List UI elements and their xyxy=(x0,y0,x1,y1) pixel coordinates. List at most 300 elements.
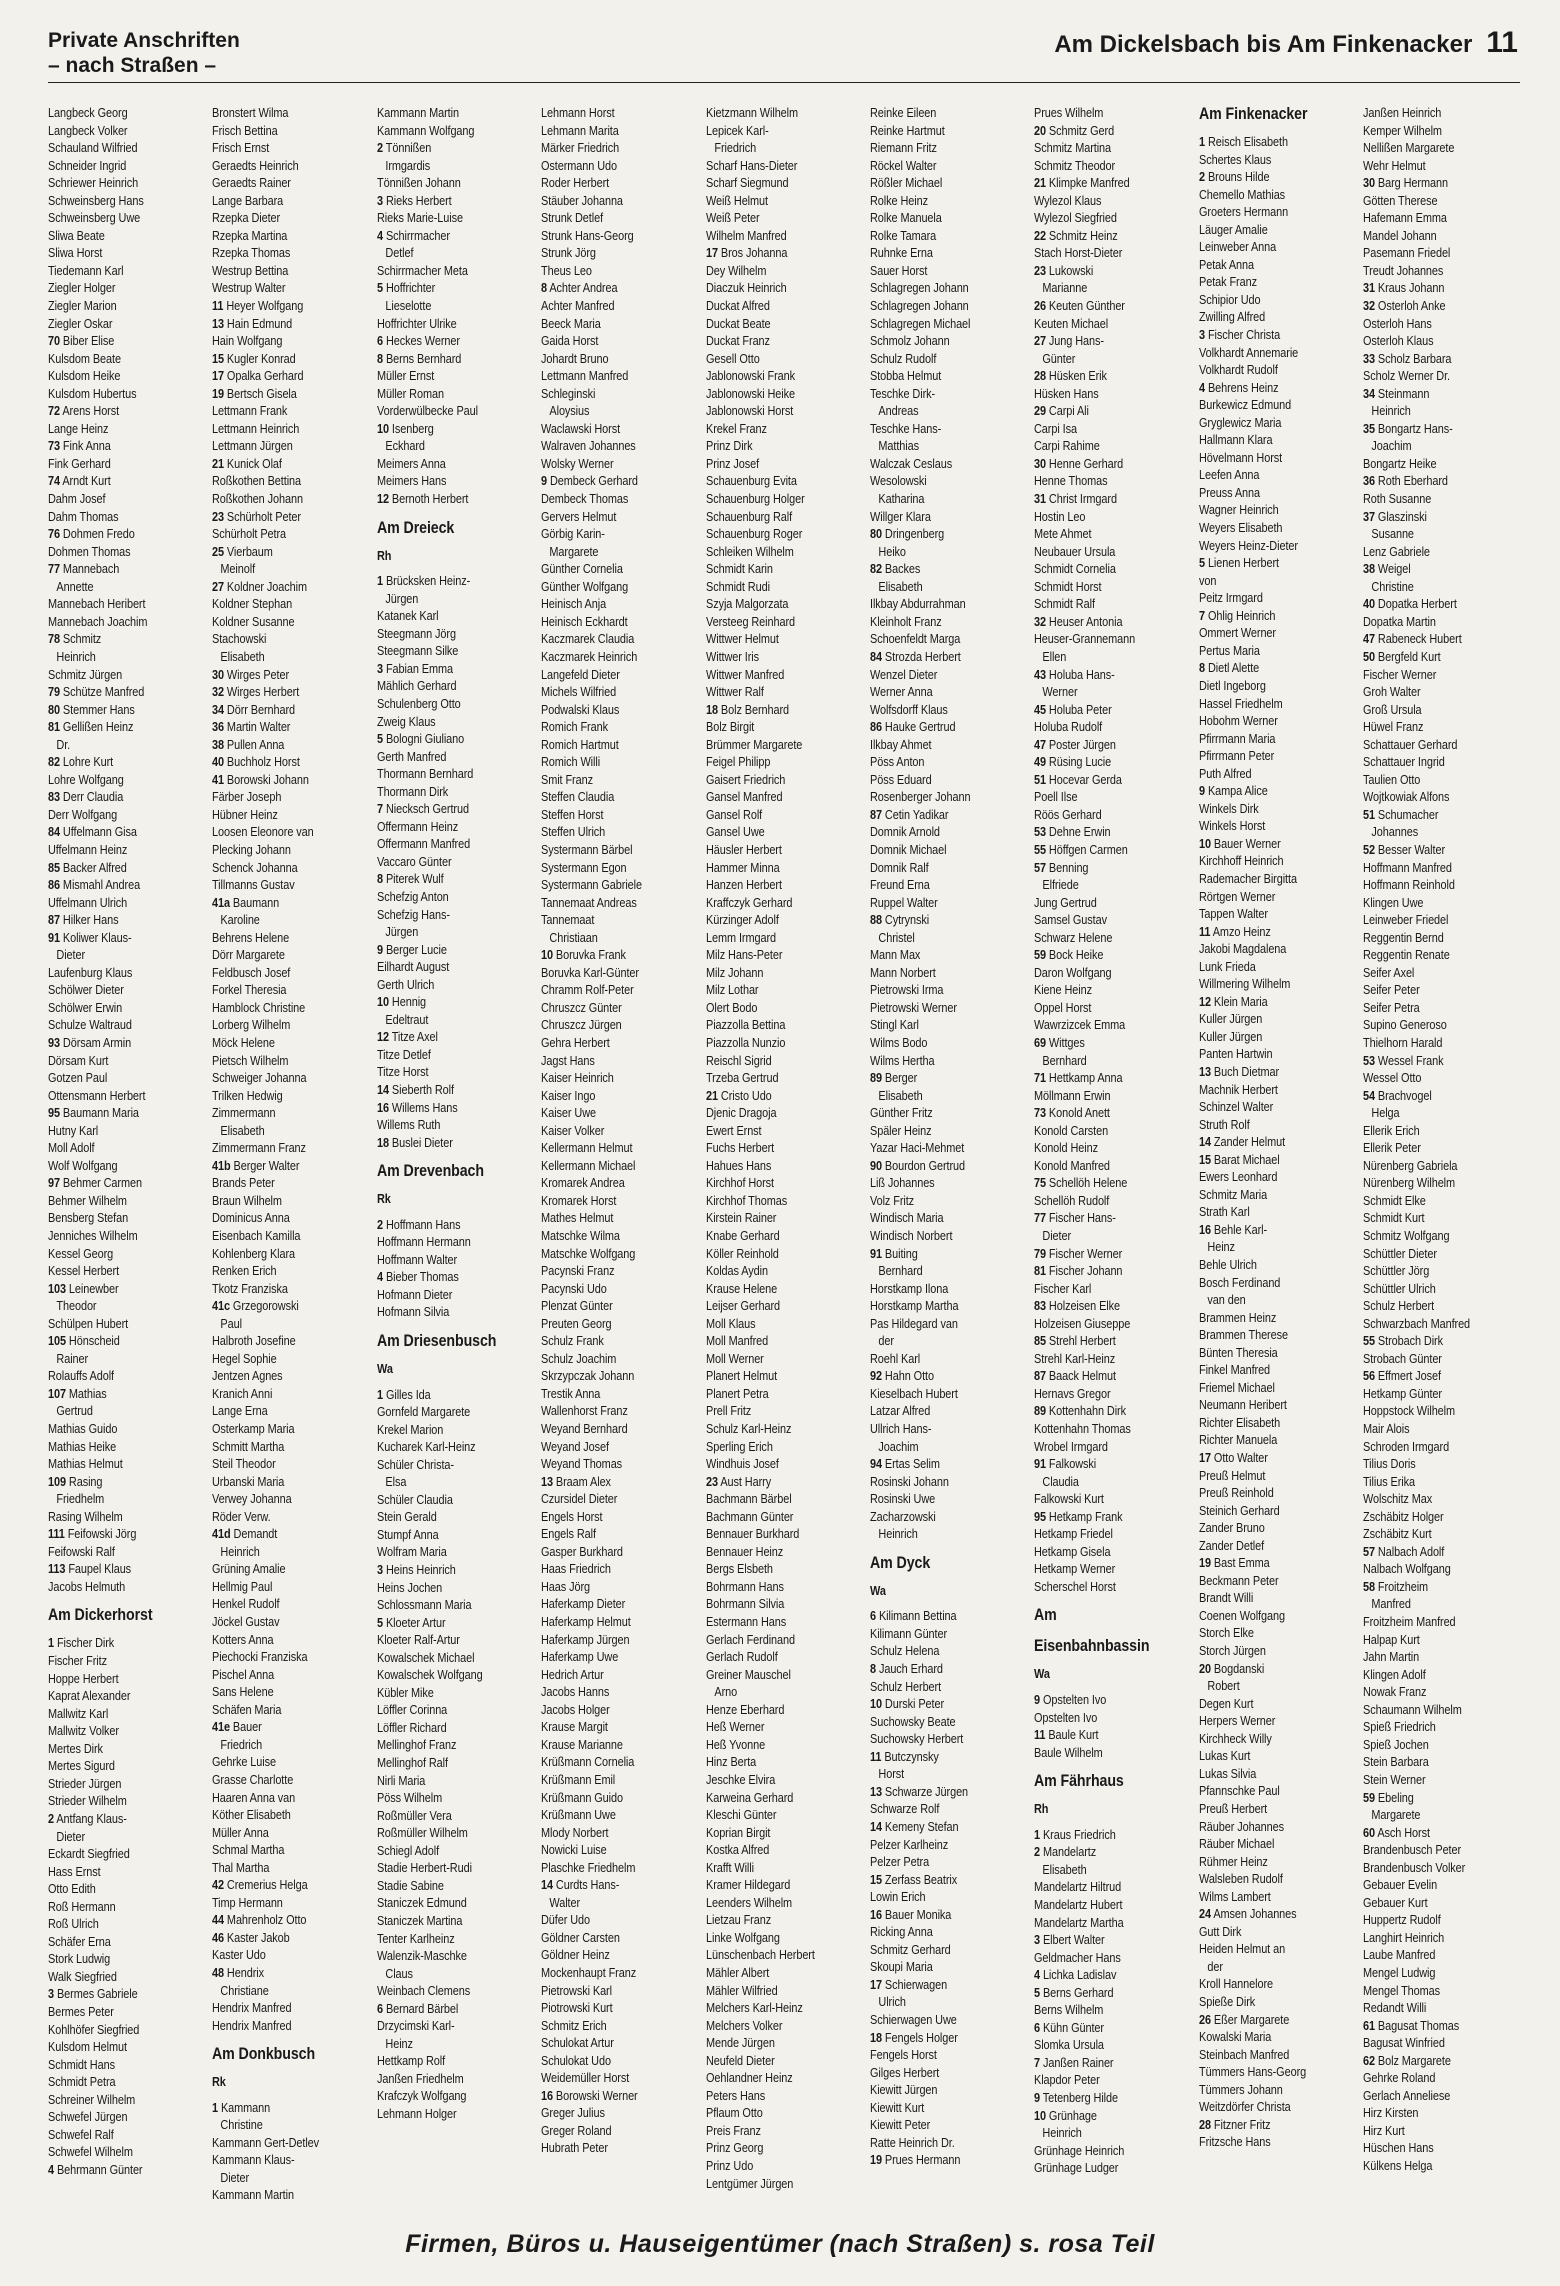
resident-entry: Haas Friedrich xyxy=(541,1561,612,1577)
resident-entry: Timp Hermann xyxy=(212,1894,284,1910)
resident-entry: Holzeisen Giuseppe xyxy=(1034,1315,1131,1331)
house-entry: 91 Buiting xyxy=(869,1245,918,1261)
resident-entry: Bagusat Winfried xyxy=(1363,2035,1445,2051)
house-number: 1 xyxy=(48,1635,54,1651)
resident-entry: Stein Gerald xyxy=(376,1509,437,1525)
house-entry: 1 Fischer Dirk xyxy=(48,1635,115,1651)
house-entry: 59 Bock Heike xyxy=(1034,947,1104,963)
house-entry: 41d Demandt xyxy=(212,1526,278,1542)
resident-entry-continued: Annette xyxy=(56,578,94,594)
house-entry: 9 Dembeck Gerhard xyxy=(541,473,639,489)
resident-entry-continued: Dieter xyxy=(56,947,86,963)
house-entry: 85 Strehl Herbert xyxy=(1034,1333,1117,1349)
resident-entry: Rzepka Dieter xyxy=(212,210,281,226)
district-code: Rk xyxy=(212,2074,227,2090)
resident-entry-continued: Heinrich xyxy=(1371,403,1411,419)
resident-entry: Rühmer Heinz xyxy=(1198,1853,1268,1869)
resident-entry: Schulz Frank xyxy=(541,1333,604,1349)
resident-entry: Johardt Bruno xyxy=(541,350,609,366)
resident-entry: Hirz Kirsten xyxy=(1363,2105,1419,2121)
house-number: 93 xyxy=(48,1034,60,1050)
resident-entry: Volkhardt Rudolf xyxy=(1198,362,1278,378)
resident-entry: Lange Barbara xyxy=(212,192,284,208)
resident-entry: Stachowski xyxy=(212,631,267,647)
house-entry: 12 Bernoth Herbert xyxy=(376,491,469,507)
resident-entry: Hutny Karl xyxy=(48,1122,99,1138)
resident-entry: Osterkamp Maria xyxy=(212,1421,295,1437)
resident-entry-continued: Arno xyxy=(713,1684,737,1700)
resident-entry: Gervers Helmut xyxy=(541,508,617,524)
resident-entry: Schulokat Artur xyxy=(541,2035,614,2051)
resident-entry: Günther Cornelia xyxy=(541,561,623,577)
resident-entry: Braun Wilhelm xyxy=(212,1192,283,1208)
resident-entry: Jagst Hans xyxy=(541,1052,595,1068)
resident-entry-continued: Heinrich xyxy=(56,648,96,664)
resident-entry: Henne Thomas xyxy=(1034,473,1108,489)
resident-entry: Wittwer Ralf xyxy=(705,684,764,700)
resident-entry: Rolauffs Adolf xyxy=(48,1368,115,1384)
resident-entry: Urbanski Maria xyxy=(212,1473,285,1489)
resident-entry: Schauenburg Holger xyxy=(705,491,805,507)
resident-entry: Schneider Ingrid xyxy=(48,157,127,173)
resident-entry: Hostin Leo xyxy=(1034,508,1086,524)
resident-entry: Kemper Wilhelm xyxy=(1363,122,1443,138)
resident-entry: Huppertz Rudolf xyxy=(1363,1912,1441,1928)
house-entry: 11 Heyer Wolfgang xyxy=(212,298,304,314)
house-number: 5 xyxy=(1198,555,1205,571)
directory-columns xyxy=(48,104,1528,2204)
resident-entry: Chramm Rolf-Peter xyxy=(541,982,634,998)
resident-entry: Kaczmarek Heinrich xyxy=(541,648,638,664)
resident-entry: Nürenberg Gabriela xyxy=(1363,1157,1458,1173)
house-entry: 92 Hahn Otto xyxy=(869,1368,934,1384)
resident-entry: Schauenburg Roger xyxy=(705,526,802,542)
resident-entry: Reinke Eileen xyxy=(869,105,937,120)
house-entry: 33 Scholz Barbara xyxy=(1363,350,1452,366)
resident-entry: Krause Marianne xyxy=(541,1736,624,1752)
house-number: 79 xyxy=(48,684,60,700)
house-number: 47 xyxy=(1363,631,1376,647)
house-entry: 80 Dringenberg xyxy=(869,526,945,542)
resident-entry-continued: Heinz xyxy=(385,2035,413,2051)
house-number: 87 xyxy=(1034,1368,1047,1384)
resident-entry: Rademacher Birgitta xyxy=(1198,870,1297,886)
house-number: 4 xyxy=(376,227,383,243)
house-number: 2 xyxy=(1198,169,1205,185)
resident-entry: Bolz Birgit xyxy=(705,719,754,735)
resident-entry: Greiner Mauschel xyxy=(705,1666,791,1682)
resident-entry: Richter Manuela xyxy=(1198,1432,1277,1448)
resident-entry: Feifowski Ralf xyxy=(48,1543,115,1559)
house-entry: 56 Effmert Josef xyxy=(1363,1368,1442,1384)
resident-entry: Lietzau Franz xyxy=(705,1912,771,1928)
directory-column xyxy=(1034,104,1198,2204)
resident-entry: Wenzel Dieter xyxy=(869,666,938,682)
house-number: 9 xyxy=(1034,2089,1041,2105)
resident-entry: Knabe Gerhard xyxy=(705,1228,780,1243)
house-entry: 43 Holuba Hans- xyxy=(1034,666,1116,682)
house-entry: 82 Backes xyxy=(869,561,921,577)
house-number: 2 xyxy=(1034,1844,1041,1860)
resident-entry: Lunk Frieda xyxy=(1198,958,1256,974)
house-number: 83 xyxy=(48,789,60,805)
resident-entry: Grünhage Heinrich xyxy=(1034,2142,1125,2158)
resident-entry: Ommert Werner xyxy=(1198,625,1276,641)
resident-entry: Preuß Herbert xyxy=(1198,1800,1267,1816)
resident-entry: Neumann Heribert xyxy=(1198,1397,1287,1413)
resident-entry: Schmidt Ralf xyxy=(1034,596,1096,612)
resident-entry: Ilkbay Abdurrahman xyxy=(869,596,966,612)
resident-entry: Jakobi Magdalena xyxy=(1198,941,1287,957)
resident-entry: Düfer Udo xyxy=(541,1912,591,1928)
resident-entry: Sliwa Horst xyxy=(48,245,103,261)
resident-entry: Kaprat Alexander xyxy=(48,1688,131,1704)
resident-entry: Staniczek Martina xyxy=(376,1912,463,1928)
house-number: 73 xyxy=(48,438,60,454)
resident-entry: Günther Fritz xyxy=(869,1105,933,1121)
house-number: 6 xyxy=(1034,2019,1041,2035)
resident-entry: Lange Erna xyxy=(212,1403,269,1419)
resident-entry: Halpap Kurt xyxy=(1363,1631,1420,1647)
resident-entry: Stäuber Johanna xyxy=(541,192,624,208)
house-entry: 13 Hain Edmund xyxy=(212,315,293,331)
resident-entry: Gehrke Luise xyxy=(212,1754,277,1770)
resident-entry: Weiß Helmut xyxy=(705,192,768,208)
house-entry: 1 Kraus Friedrich xyxy=(1034,1826,1117,1842)
house-entry: 14 Kemeny Stefan xyxy=(869,1818,959,1834)
resident-entry: Schäfen Maria xyxy=(212,1701,282,1717)
resident-entry: Chruszcz Günter xyxy=(541,999,622,1015)
house-number: 9 xyxy=(1198,783,1205,799)
resident-entry: Schroden Irmgard xyxy=(1363,1438,1450,1454)
house-entry: 97 Behmer Carmen xyxy=(48,1175,142,1191)
house-entry: 38 Weigel xyxy=(1363,561,1411,577)
resident-entry: Kulsdom Helmut xyxy=(48,2039,127,2055)
resident-entry: Kammann Martin xyxy=(212,2187,295,2203)
resident-entry: Tümmers Hans-Georg xyxy=(1198,2064,1306,2080)
resident-entry: Romich Frank xyxy=(541,719,609,735)
resident-entry: Weyand Josef xyxy=(541,1438,610,1454)
resident-entry: Wojtkowiak Alfons xyxy=(1363,789,1450,805)
resident-entry: Kramer Hildegard xyxy=(705,1877,790,1893)
resident-entry: Zwilling Alfred xyxy=(1198,309,1265,325)
house-number: 11 xyxy=(1198,923,1211,939)
resident-entry: Spieße Dirk xyxy=(1198,1993,1255,2009)
house-entry: 69 Wittges xyxy=(1034,1034,1086,1050)
resident-entry: Schattauer Gerhard xyxy=(1363,736,1458,752)
resident-entry: Rasing Wilhelm xyxy=(48,1508,123,1524)
house-number: 6 xyxy=(376,333,383,349)
house-entry: 3 Fabian Emma xyxy=(376,660,453,676)
resident-entry: Wagner Heinrich xyxy=(1198,502,1279,518)
resident-entry: Krekel Franz xyxy=(705,420,767,436)
resident-entry: Vorderwülbecke Paul xyxy=(376,403,478,419)
resident-entry: Külkens Helga xyxy=(1363,2157,1433,2173)
house-entry: 4 Behrens Heinz xyxy=(1198,379,1279,395)
house-number: 12 xyxy=(376,1029,389,1045)
resident-entry: Kottenhahn Thomas xyxy=(1034,1421,1132,1437)
resident-entry: Tenter Karlheinz xyxy=(376,1930,455,1946)
house-entry: 84 Strozda Herbert xyxy=(869,648,961,664)
house-number: 28 xyxy=(1198,2116,1211,2132)
resident-entry: Moll Werner xyxy=(705,1350,764,1366)
house-entry: 1 Kammann xyxy=(212,2099,271,2115)
house-number: 13 xyxy=(869,1783,882,1799)
resident-entry-continued: Margarete xyxy=(1371,1807,1421,1823)
house-number: 87 xyxy=(869,806,882,822)
resident-entry: Osterloh Klaus xyxy=(1363,333,1434,349)
resident-entry: Piotrowski Kurt xyxy=(541,2000,613,2016)
resident-entry: Walczak Ceslaus xyxy=(869,455,953,471)
house-number: 7 xyxy=(376,801,383,817)
resident-entry: Planert Helmut xyxy=(705,1368,777,1384)
resident-entry: Kowalski Maria xyxy=(1198,2029,1271,2045)
house-number: 19 xyxy=(212,385,225,401)
house-number: 4 xyxy=(48,2161,54,2177)
house-number: 1 xyxy=(212,2099,219,2115)
house-number: 32 xyxy=(1034,613,1047,629)
resident-entry: Konold Manfred xyxy=(1034,1157,1111,1173)
resident-entry-continued: Christine xyxy=(1371,578,1414,594)
resident-entry: Lowin Erich xyxy=(869,1889,926,1905)
resident-entry: Pelzer Petra xyxy=(869,1854,930,1870)
resident-entry: Leenders Wilhelm xyxy=(705,1894,792,1910)
house-entry: 75 Schellöh Helene xyxy=(1034,1175,1128,1191)
resident-entry-continued: Matthias xyxy=(878,438,919,454)
resident-entry-continued: Irmgardis xyxy=(385,157,430,173)
resident-entry: Titze Detlef xyxy=(376,1046,431,1062)
house-entry: 74 Arndt Kurt xyxy=(48,473,111,489)
house-entry: 11 Butczynsky xyxy=(869,1748,939,1764)
house-number: 28 xyxy=(1034,368,1047,384)
house-number: 49 xyxy=(1034,754,1047,770)
footer-note: Firmen, Büros u. Hauseigentümer (nach Straßen) s. rosa Teil xyxy=(405,2230,1155,2258)
house-entry: 23 Schürholt Peter xyxy=(212,508,302,524)
resident-entry: Taulien Otto xyxy=(1363,771,1421,787)
resident-entry: Schreiner Wilhelm xyxy=(48,2091,136,2107)
house-number: 23 xyxy=(705,1473,718,1489)
resident-entry: Pertus Maria xyxy=(1198,642,1260,658)
resident-entry: Schauland Wilfried xyxy=(48,140,138,156)
resident-entry: Thormann Bernhard xyxy=(376,766,474,782)
resident-entry: Günther Wolfgang xyxy=(541,578,629,594)
house-entry: 9 Tetenberg Hilde xyxy=(1034,2089,1119,2105)
resident-entry: Jung Gertrud xyxy=(1034,894,1098,910)
house-entry: 5 Berns Gerhard xyxy=(1034,1984,1114,2000)
resident-entry: Pietrowski Werner xyxy=(869,999,957,1015)
resident-entry: Langbeck Volker xyxy=(48,122,128,138)
resident-entry: Versteeg Reinhard xyxy=(705,613,795,629)
resident-entry: Spieß Jochen xyxy=(1363,1736,1429,1752)
house-entry: 76 Dohmen Fredo xyxy=(48,526,135,542)
house-number: 60 xyxy=(1363,1824,1376,1840)
resident-entry: Frisch Ernst xyxy=(212,140,270,156)
resident-entry: Schlagregen Johann xyxy=(869,298,969,314)
house-number: 53 xyxy=(1034,824,1047,840)
resident-entry: Lukas Silvia xyxy=(1198,1765,1256,1781)
resident-entry: Roßmüller Wilhelm xyxy=(376,1825,468,1841)
page-number: 11 xyxy=(1486,26,1518,59)
resident-entry: Oehlandner Heinz xyxy=(705,2070,793,2086)
section-label-line1: Private Anschriften xyxy=(48,29,240,52)
house-entry: 8 Berns Bernhard xyxy=(376,350,462,366)
house-number: 55 xyxy=(1363,1333,1376,1349)
resident-entry: Petak Franz xyxy=(1198,274,1257,290)
resident-entry: Schierwagen Uwe xyxy=(869,2011,957,2027)
resident-entry: Mlody Norbert xyxy=(541,1824,609,1840)
resident-entry: Duckat Beate xyxy=(705,315,771,331)
resident-entry: Kammann Wolfgang xyxy=(376,122,475,138)
resident-entry: Wilhelm Manfred xyxy=(705,227,787,243)
house-entry: 7 Janßen Rainer xyxy=(1034,2054,1114,2070)
house-number: 84 xyxy=(869,648,882,664)
resident-entry: Kohlhöfer Siegfried xyxy=(48,2021,140,2037)
resident-entry: Osterloh Hans xyxy=(1363,315,1432,331)
resident-entry: Mähler Wilfried xyxy=(705,1982,778,1998)
resident-entry: Dey Wilhelm xyxy=(705,262,766,278)
house-entry: 95 Hetkamp Frank xyxy=(1034,1508,1123,1524)
resident-entry: Krüßmann Uwe xyxy=(541,1807,617,1823)
section-label xyxy=(48,28,240,78)
resident-entry: Duckat Alfred xyxy=(705,298,770,314)
resident-entry: Tannemaat xyxy=(541,912,595,928)
resident-entry-continued: Christiane xyxy=(220,1982,270,1998)
resident-entry: Grünhage Ludger xyxy=(1034,2160,1119,2176)
house-entry: 55 Strobach Dirk xyxy=(1363,1333,1444,1349)
resident-entry: Schulze Waltraud xyxy=(48,1017,132,1033)
house-entry: 34 Steinmann xyxy=(1363,385,1430,401)
resident-entry: Kiewitt Peter xyxy=(869,2117,931,2133)
house-entry: 30 Wirges Peter xyxy=(212,666,290,682)
resident-entry-continued: der xyxy=(1207,1958,1223,1974)
resident-entry: Steffen Ulrich xyxy=(541,824,606,840)
house-number: 31 xyxy=(1034,491,1047,507)
house-entry: 58 Froitzheim xyxy=(1363,1578,1429,1594)
resident-entry-continued: Friedrich xyxy=(220,1736,263,1752)
resident-entry: Suchowsky Beate xyxy=(869,1713,956,1729)
resident-entry: Boruvka Karl-Günter xyxy=(541,964,640,980)
resident-entry: Hanzen Herbert xyxy=(705,877,782,893)
resident-entry: Janßen Heinrich xyxy=(1363,105,1442,120)
resident-entry-continued: Joachim xyxy=(1371,438,1412,454)
house-number: 2 xyxy=(376,140,383,156)
resident-entry: Hübner Heinz xyxy=(212,806,279,822)
resident-entry: Janßen Friedhelm xyxy=(376,2070,464,2086)
resident-entry: Greger Julius xyxy=(541,2105,606,2121)
resident-entry: Carpi Isa xyxy=(1034,420,1078,436)
house-number: 95 xyxy=(48,1105,60,1121)
resident-entry: Rieks Marie-Luise xyxy=(376,210,463,226)
resident-entry: Schürholt Petra xyxy=(212,526,287,542)
resident-entry: Gryglewicz Maria xyxy=(1198,414,1282,430)
house-entry: 105 Hönscheid xyxy=(48,1333,120,1349)
house-entry: 41 Borowski Johann xyxy=(212,771,310,787)
resident-entry: Kessel Georg xyxy=(48,1245,114,1261)
resident-entry: Ottensmann Herbert xyxy=(48,1087,146,1103)
resident-entry: Schmitz Theodor xyxy=(1034,157,1116,173)
resident-entry: Schmitz Maria xyxy=(1198,1186,1267,1202)
house-number: 22 xyxy=(1034,227,1047,243)
house-entry: 13 Schwarze Jürgen xyxy=(869,1783,968,1799)
house-entry: 60 Asch Horst xyxy=(1363,1824,1431,1840)
resident-entry-continued: Heinz xyxy=(1207,1239,1235,1255)
resident-entry: Schulokat Udo xyxy=(541,2052,612,2068)
resident-entry: Yazar Haci-Mehmet xyxy=(869,1140,965,1156)
resident-entry: Prell Fritz xyxy=(705,1403,751,1419)
resident-entry: Michels Wilfried xyxy=(541,684,617,700)
district-code: Rh xyxy=(1034,1801,1049,1817)
resident-entry-continued: Christiaan xyxy=(549,929,598,945)
house-entry: 1 Gilles Ida xyxy=(376,1386,431,1402)
directory-column xyxy=(870,104,1034,2204)
house-number: 25 xyxy=(212,543,225,559)
house-number: 10 xyxy=(869,1696,882,1712)
resident-entry: Geraedts Rainer xyxy=(212,175,292,191)
resident-entry: Preuten Georg xyxy=(541,1315,612,1331)
resident-entry: Brammen Heinz xyxy=(1198,1309,1276,1325)
resident-entry: Wawrzizcek Emma xyxy=(1034,1017,1126,1033)
house-number: 51 xyxy=(1363,806,1376,822)
resident-entry: Dembeck Thomas xyxy=(541,491,629,507)
resident-entry: Schmitz Wolfgang xyxy=(1363,1228,1450,1243)
resident-entry: Peitz Irmgard xyxy=(1198,590,1263,606)
house-entry: 20 Schmitz Gerd xyxy=(1034,122,1115,138)
house-number: 11 xyxy=(212,298,224,314)
house-entry: 109 Rasing xyxy=(48,1473,103,1489)
house-number: 52 xyxy=(1363,841,1376,857)
resident-entry: Haas Jörg xyxy=(541,1578,591,1594)
house-number: 6 xyxy=(376,2000,383,2016)
resident-entry: Poell Ilse xyxy=(1034,789,1078,805)
resident-entry: Brümmer Margarete xyxy=(705,736,802,752)
resident-entry: Hetkamp Günter xyxy=(1363,1385,1443,1401)
resident-entry: Lettmann Frank xyxy=(212,403,288,419)
resident-entry: Karweina Gerhard xyxy=(705,1789,793,1805)
house-entry: 28 Hüsken Erik xyxy=(1034,368,1108,384)
resident-entry: Hass Ernst xyxy=(48,1863,101,1879)
house-entry: 88 Cytrynski xyxy=(869,912,930,928)
resident-entry: Konold Heinz xyxy=(1034,1140,1099,1156)
resident-entry: Redandt Willi xyxy=(1363,2000,1427,2016)
house-entry: 18 Fengels Holger xyxy=(869,2029,958,2045)
resident-entry: Trilken Hedwig xyxy=(212,1087,284,1103)
resident-entry: Kaczmarek Claudia xyxy=(541,631,635,647)
resident-entry: Piazzolla Nunzio xyxy=(705,1034,785,1050)
resident-entry: Schleiken Wilhelm xyxy=(705,543,794,559)
house-number: 8 xyxy=(376,871,383,887)
house-entry: 32 Osterloh Anke xyxy=(1363,298,1446,314)
resident-entry: Domnik Michael xyxy=(869,841,947,857)
resident-entry-continued: Meinolf xyxy=(220,561,256,577)
house-number: 53 xyxy=(1363,1052,1376,1068)
resident-entry: Bennauer Burkhard xyxy=(705,1526,799,1542)
house-entry: 87 Hilker Hans xyxy=(48,912,119,928)
house-number: 24 xyxy=(1198,1906,1211,1922)
house-number: 21 xyxy=(705,1087,718,1103)
resident-entry: Kaiser Heinrich xyxy=(541,1070,614,1086)
resident-entry: Verwey Johanna xyxy=(212,1491,292,1507)
resident-entry: Strunk Hans-Georg xyxy=(541,227,634,243)
house-number: 70 xyxy=(48,333,60,349)
house-entry: 57 Nalbach Adolf xyxy=(1363,1543,1445,1559)
resident-entry: Haaren Anna van xyxy=(212,1789,296,1805)
resident-entry: Planert Petra xyxy=(705,1385,769,1401)
resident-entry: Kiene Heinz xyxy=(1034,982,1093,998)
resident-entry: Bensberg Stefan xyxy=(48,1210,129,1226)
resident-entry: Stein Barbara xyxy=(1363,1754,1429,1770)
house-number: 4 xyxy=(1034,1967,1041,1983)
resident-entry: Suchowsky Herbert xyxy=(869,1731,964,1747)
